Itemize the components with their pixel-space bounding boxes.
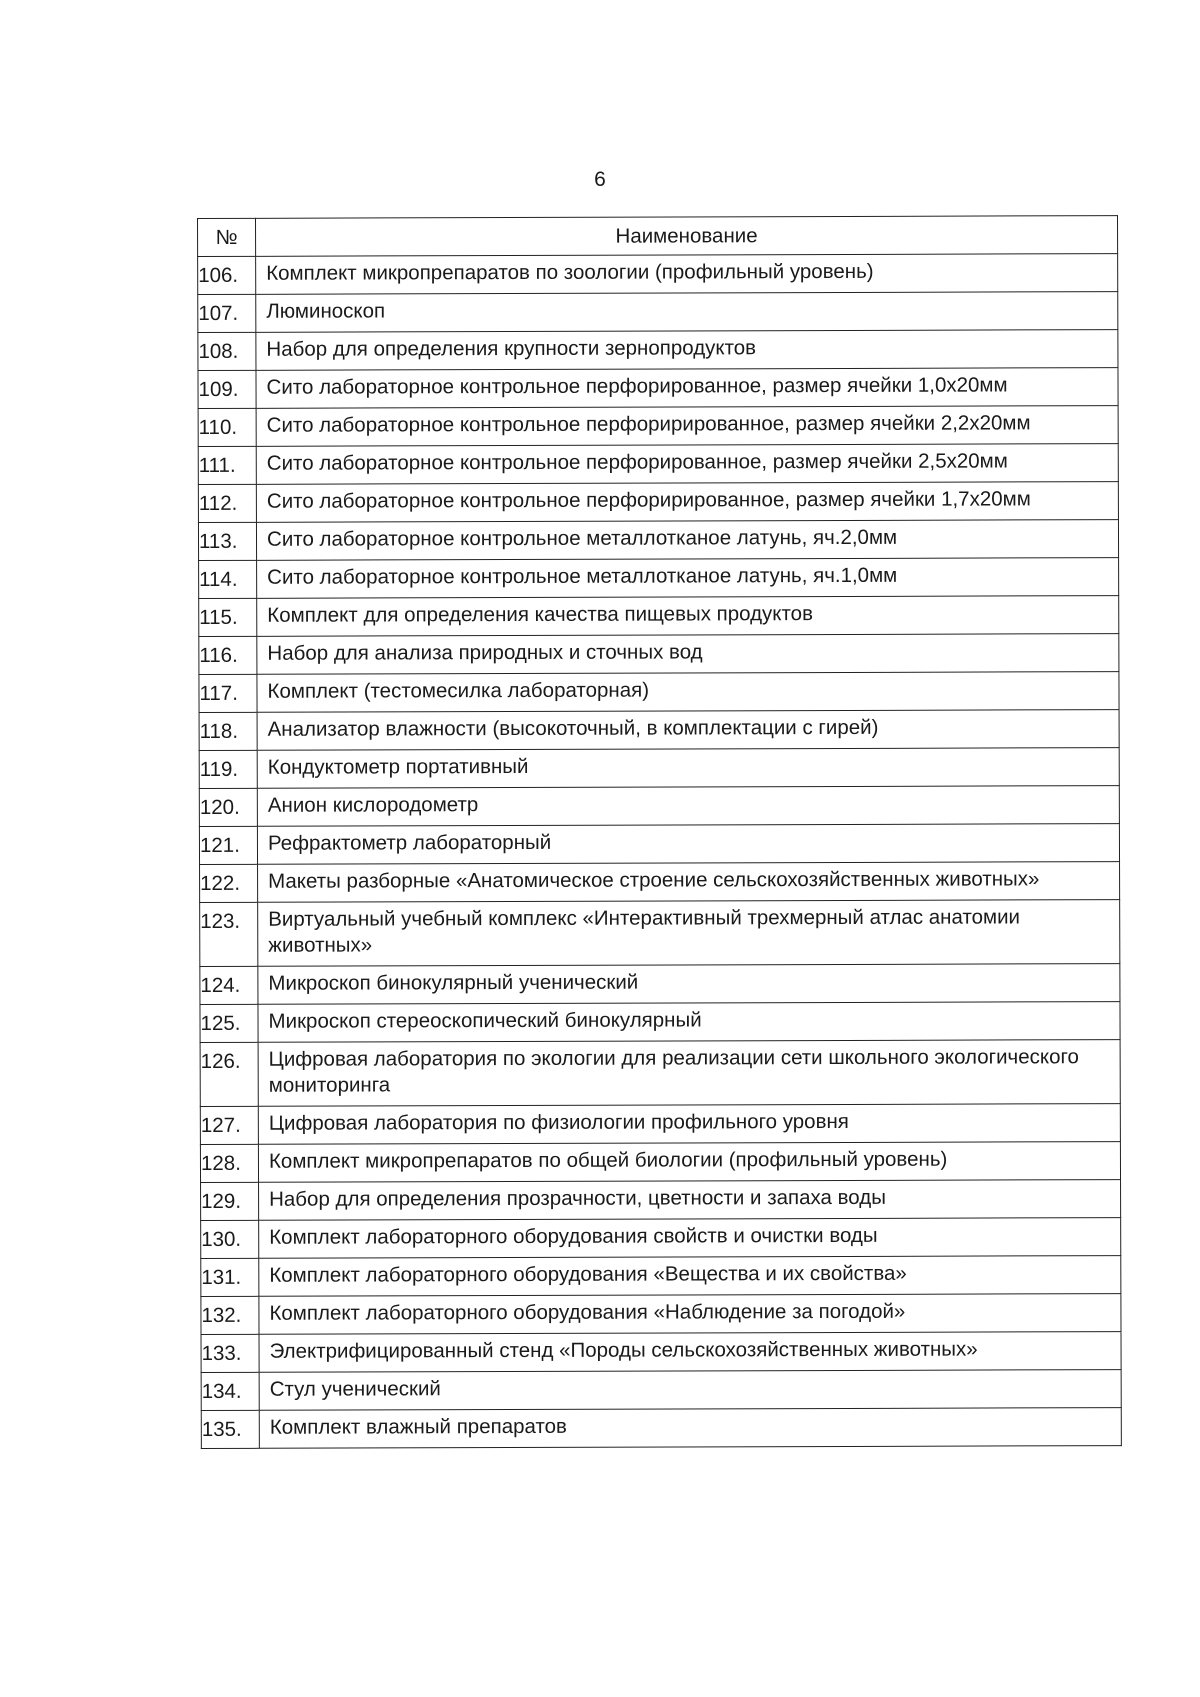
table-row (200, 862, 1120, 903)
equipment-table-container (197, 215, 1121, 1449)
row-name: Анион кислородометр (257, 786, 1119, 827)
table-row (199, 786, 1119, 827)
equipment-table (197, 215, 1122, 1449)
row-name: Микроскоп бинокулярный ученический (258, 964, 1120, 1005)
table-row (198, 330, 1118, 371)
row-name: Цифровая лаборатория по физиологии профильного уровня (258, 1104, 1120, 1145)
table-row (198, 520, 1118, 561)
table-row (201, 1408, 1121, 1449)
row-number: 123. (200, 902, 258, 966)
table-row (200, 1040, 1120, 1107)
header-name: Наименование (256, 216, 1118, 257)
row-number: 131. (201, 1258, 259, 1296)
table-row (201, 1218, 1121, 1259)
row-number: 111. (198, 446, 256, 484)
row-name: Кондуктометр портативный (257, 748, 1119, 789)
row-number: 108. (198, 332, 256, 370)
table-row (198, 292, 1118, 333)
row-name: Комплект микропрепаратов по общей биологии (профильный уровень) (258, 1142, 1120, 1183)
row-number: 119. (199, 750, 257, 788)
table-row (199, 748, 1119, 789)
row-name: Комплект влажный препаратов (259, 1408, 1121, 1449)
row-name: Сито лабораторное контрольное перфорированное, размер ячейки 2,5х20мм (256, 444, 1118, 485)
table-row (201, 1256, 1121, 1297)
row-name: Набор для анализа природных и сточных вод (257, 634, 1119, 675)
row-number: 129. (201, 1182, 259, 1220)
table-row (198, 368, 1118, 409)
header-number: № (198, 218, 256, 256)
row-name: Комплект лабораторного оборудования «Вещества и их свойства» (259, 1256, 1121, 1297)
table-row (201, 1370, 1121, 1411)
row-name: Электрифицированный стенд «Породы сельскохозяйственных животных» (259, 1332, 1121, 1373)
table-row (201, 1294, 1121, 1335)
row-number: 109. (198, 370, 256, 408)
table-row (199, 672, 1119, 713)
row-name: Сито лабораторное контрольное металлотканое латунь, яч.2,0мм (256, 520, 1118, 561)
row-name: Комплект микропрепаратов по зоологии (профильный уровень) (256, 254, 1118, 295)
row-number: 124. (200, 966, 258, 1004)
table-row (198, 254, 1118, 295)
row-number: 106. (198, 256, 256, 294)
row-number: 112. (198, 484, 256, 522)
row-name: Цифровая лаборатория по экологии для реализации сети школьного экологического мониторинга (258, 1040, 1120, 1107)
row-number: 125. (200, 1004, 258, 1042)
row-number: 118. (199, 712, 257, 750)
table-row (200, 1104, 1120, 1145)
row-number: 130. (201, 1220, 259, 1258)
table-row (200, 1142, 1120, 1183)
row-name: Анализатор влажности (высокоточный, в комплектации с гирей) (257, 710, 1119, 751)
table-row (198, 406, 1118, 447)
table-header-row (198, 216, 1118, 257)
row-name: Комплект лабораторного оборудования «Наблюдение за погодой» (259, 1294, 1121, 1335)
row-number: 126. (200, 1042, 258, 1106)
row-number: 127. (200, 1106, 258, 1144)
row-name: Сито лабораторное контрольное перфорирированное, размер ячейки 2,2х20мм (256, 406, 1118, 447)
page-number: 6 (594, 168, 606, 191)
row-name: Виртуальный учебный комплекс «Интерактивный трехмерный атлас анатомии животных» (258, 900, 1120, 967)
row-number: 114. (199, 560, 257, 598)
row-name: Макеты разборные «Анатомическое строение сельскохозяйственных животных» (258, 862, 1120, 903)
table-row (201, 1332, 1121, 1373)
row-name: Микроскоп стереоскопический бинокулярный (258, 1002, 1120, 1043)
row-number: 113. (198, 522, 256, 560)
table-row (198, 444, 1118, 485)
row-name: Комплект (тестомесилка лабораторная) (257, 672, 1119, 713)
row-number: 107. (198, 294, 256, 332)
row-name: Набор для определения прозрачности, цветности и запаха воды (259, 1180, 1121, 1221)
table-row (201, 1180, 1121, 1221)
row-name: Люминоскоп (256, 292, 1118, 333)
row-number: 116. (199, 636, 257, 674)
row-name: Сито лабораторное контрольное перфорирированное, размер ячейки 1,7х20мм (256, 482, 1118, 523)
table-row (200, 1002, 1120, 1043)
row-name: Стул ученический (259, 1370, 1121, 1411)
table-row (199, 558, 1119, 599)
row-number: 121. (199, 826, 257, 864)
table-row (199, 596, 1119, 637)
table-row (200, 900, 1120, 967)
row-name: Комплект для определения качества пищевых продуктов (257, 596, 1119, 637)
row-name: Комплект лабораторного оборудования свойств и очистки воды (259, 1218, 1121, 1259)
row-number: 128. (200, 1144, 258, 1182)
row-name: Сито лабораторное контрольное перфорированное, размер ячейки 1,0х20мм (256, 368, 1118, 409)
table-row (198, 482, 1118, 523)
row-number: 132. (201, 1296, 259, 1334)
row-number: 110. (198, 408, 256, 446)
row-number: 120. (199, 788, 257, 826)
row-number: 122. (200, 864, 258, 902)
row-number: 117. (199, 674, 257, 712)
table-row (199, 634, 1119, 675)
row-name: Набор для определения крупности зернопродуктов (256, 330, 1118, 371)
table-row (199, 824, 1119, 865)
row-number: 134. (201, 1372, 259, 1410)
table-row (200, 964, 1120, 1005)
row-name: Рефрактометр лабораторный (257, 824, 1119, 865)
row-number: 115. (199, 598, 257, 636)
row-number: 135. (201, 1410, 259, 1448)
row-name: Сито лабораторное контрольное металлотканое латунь, яч.1,0мм (257, 558, 1119, 599)
row-number: 133. (201, 1334, 259, 1372)
table-row (199, 710, 1119, 751)
